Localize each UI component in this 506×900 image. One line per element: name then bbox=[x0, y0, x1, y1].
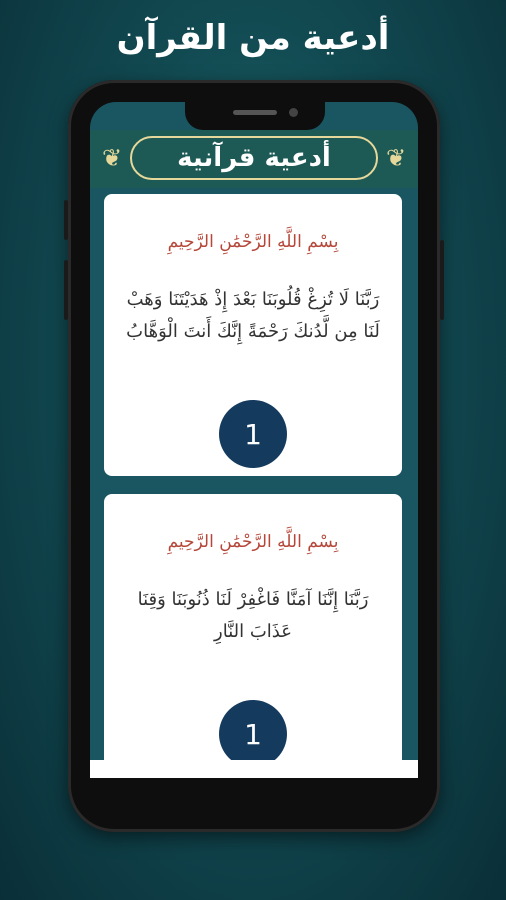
right-ornament-icon: ❦ bbox=[385, 144, 407, 172]
header-title: أدعية قرآنية bbox=[177, 143, 331, 173]
phone-side-button bbox=[64, 260, 68, 320]
phone-notch bbox=[185, 102, 325, 130]
camera-icon bbox=[289, 108, 298, 117]
phone-side-button bbox=[64, 200, 68, 240]
header-title-frame bbox=[130, 136, 378, 180]
app-header bbox=[90, 130, 418, 188]
basmala-text: بِسْمِ اللَّهِ الرَّحْمَٰنِ الرَّحِيمِ bbox=[167, 532, 339, 552]
left-ornament-icon: ❦ bbox=[101, 144, 123, 172]
dua-number-badge: 1 bbox=[219, 700, 287, 768]
phone-frame bbox=[68, 80, 440, 832]
app-screen bbox=[90, 102, 418, 778]
dua-card[interactable] bbox=[104, 194, 402, 476]
dua-card[interactable] bbox=[104, 494, 402, 778]
speaker-grille bbox=[233, 110, 277, 115]
bottom-bar bbox=[90, 760, 418, 778]
dua-number-badge: 1 bbox=[219, 400, 287, 468]
promo-title: أدعية من القرآن bbox=[116, 18, 390, 58]
verse-text: رَبَّنَا إِنَّنَا آمَنَّا فَاغْفِرْ لَنَا ذُنُوبَنَا وَقِنَا عَذَابَ النَّارِ bbox=[137, 589, 369, 642]
phone-power-button bbox=[440, 240, 444, 320]
basmala-text: بِسْمِ اللَّهِ الرَّحْمَٰنِ الرَّحِيمِ bbox=[167, 232, 339, 252]
verse-text: رَبَّنَا لَا تُزِغْ قُلُوبَنَا بَعْدَ إِذْ هَدَيْتَنَا وَهَبْ لَنَا مِن لَّدُنكَ رَحْمَةً إِنَّكَ أَنتَ الْوَهَّابُ bbox=[126, 289, 380, 342]
